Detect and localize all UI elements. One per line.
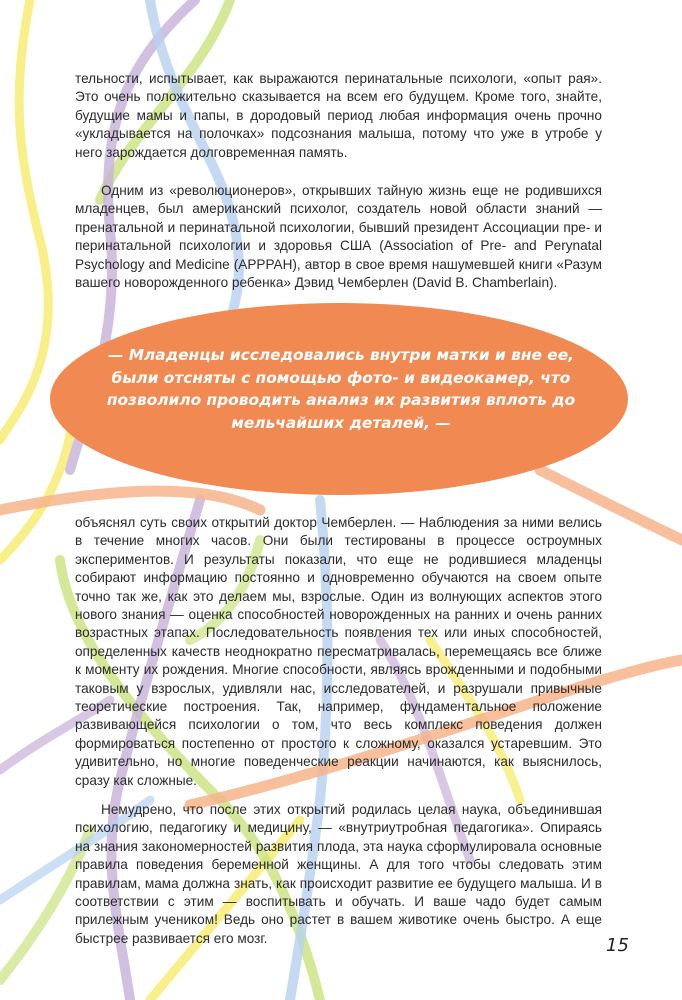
body-paragraph-4: Немудрено, что после этих открытий родилась целая наука, объединившая психологию, педагогику и медицину, — «внутриутробная педагогика». Опираясь на знания закономерностей развития плода, эта наука сформулировала основные правила поведения беременной женщины. А для того чтобы следовать этим правилам, мама должна знать, как происходит развитие ее будущего малыша. И в соответствии с этим — воспитывать и обучать. И ваше чадо будет самым прилежным учеником! Ведь оно растет в вашем животике очень быстро. А еще быстрее развивается его мозг. xyxy=(75,802,602,946)
body-paragraph-1: тельности, испытывает, как выражаются перинатальные психологи, «опыт рая». Это очень положительно сказывается на всем его будущем. Кроме того, знайте, будущие мамы и папы, в дородовый период любая информация очень прочно «укладывается на полочках» подсознания малыша, потому что уже в утробе у него зарождается долговременная память. xyxy=(75,71,602,160)
body-paragraph-2: Одним из «революционеров», открывших тайную жизнь еще не родившихся младенцев, был американский психолог, создатель новой области знаний — пренатальной и перинатальной психологии, бывший президент Ассоциации пре- и перинатальной психологии и здоровья США (Association of Pre- and Perynatal Psychology and Medicine (APPPAH), автор в свое время нашумевшей книги «Разум вашего новорожденного ребенка» Дэвид Чемберлен (David B. Chamberlain). xyxy=(75,183,602,291)
pull-quote-text: — Младенцы исследовались внутри матки и вне ее, были отсняты с помощью фото- и видеокамер, что позволило проводить анализ их развития вплоть до мельчайших деталей, — xyxy=(106,346,576,432)
page-number: 15 xyxy=(606,935,629,956)
yellow-ribbon xyxy=(0,0,48,440)
orange-ribbon xyxy=(0,491,260,510)
body-paragraph-3: объяснял суть своих открытий доктор Чемберлен. — Наблюдения за ними велись в течение многих часов. Они были тестированы в процессе остроумных экспериментов. И результаты показали, что еще не родившиеся младенцы собирают информацию постоянно и одновременно обучаются на своем опыте точно так же, как это делаем мы, взрослые. Один из волнующих аспектов этого нового знания — оценка способностей новорожденных на ранних и очень ранних возрастных этапах. Последовательность появления тех или иных способностей, определенных качеств неоднократно пересматривалась, перемещаясь все ближе к моменту их рождения. Многие способности, являясь врожденными и подобными таковым у взрослых, удивляли нас, исследователей, и разрушали привычные теоретические построения. Так, например, фундаментальное положение развивающейся психологии о том, что весь комплекс поведения должен формироваться постепенно от простого к сложному, оказался устаревшим. Это удивительно, но многие поведенческие реакции начинаются, как выяснилось, сразу как сложные. xyxy=(75,515,602,788)
